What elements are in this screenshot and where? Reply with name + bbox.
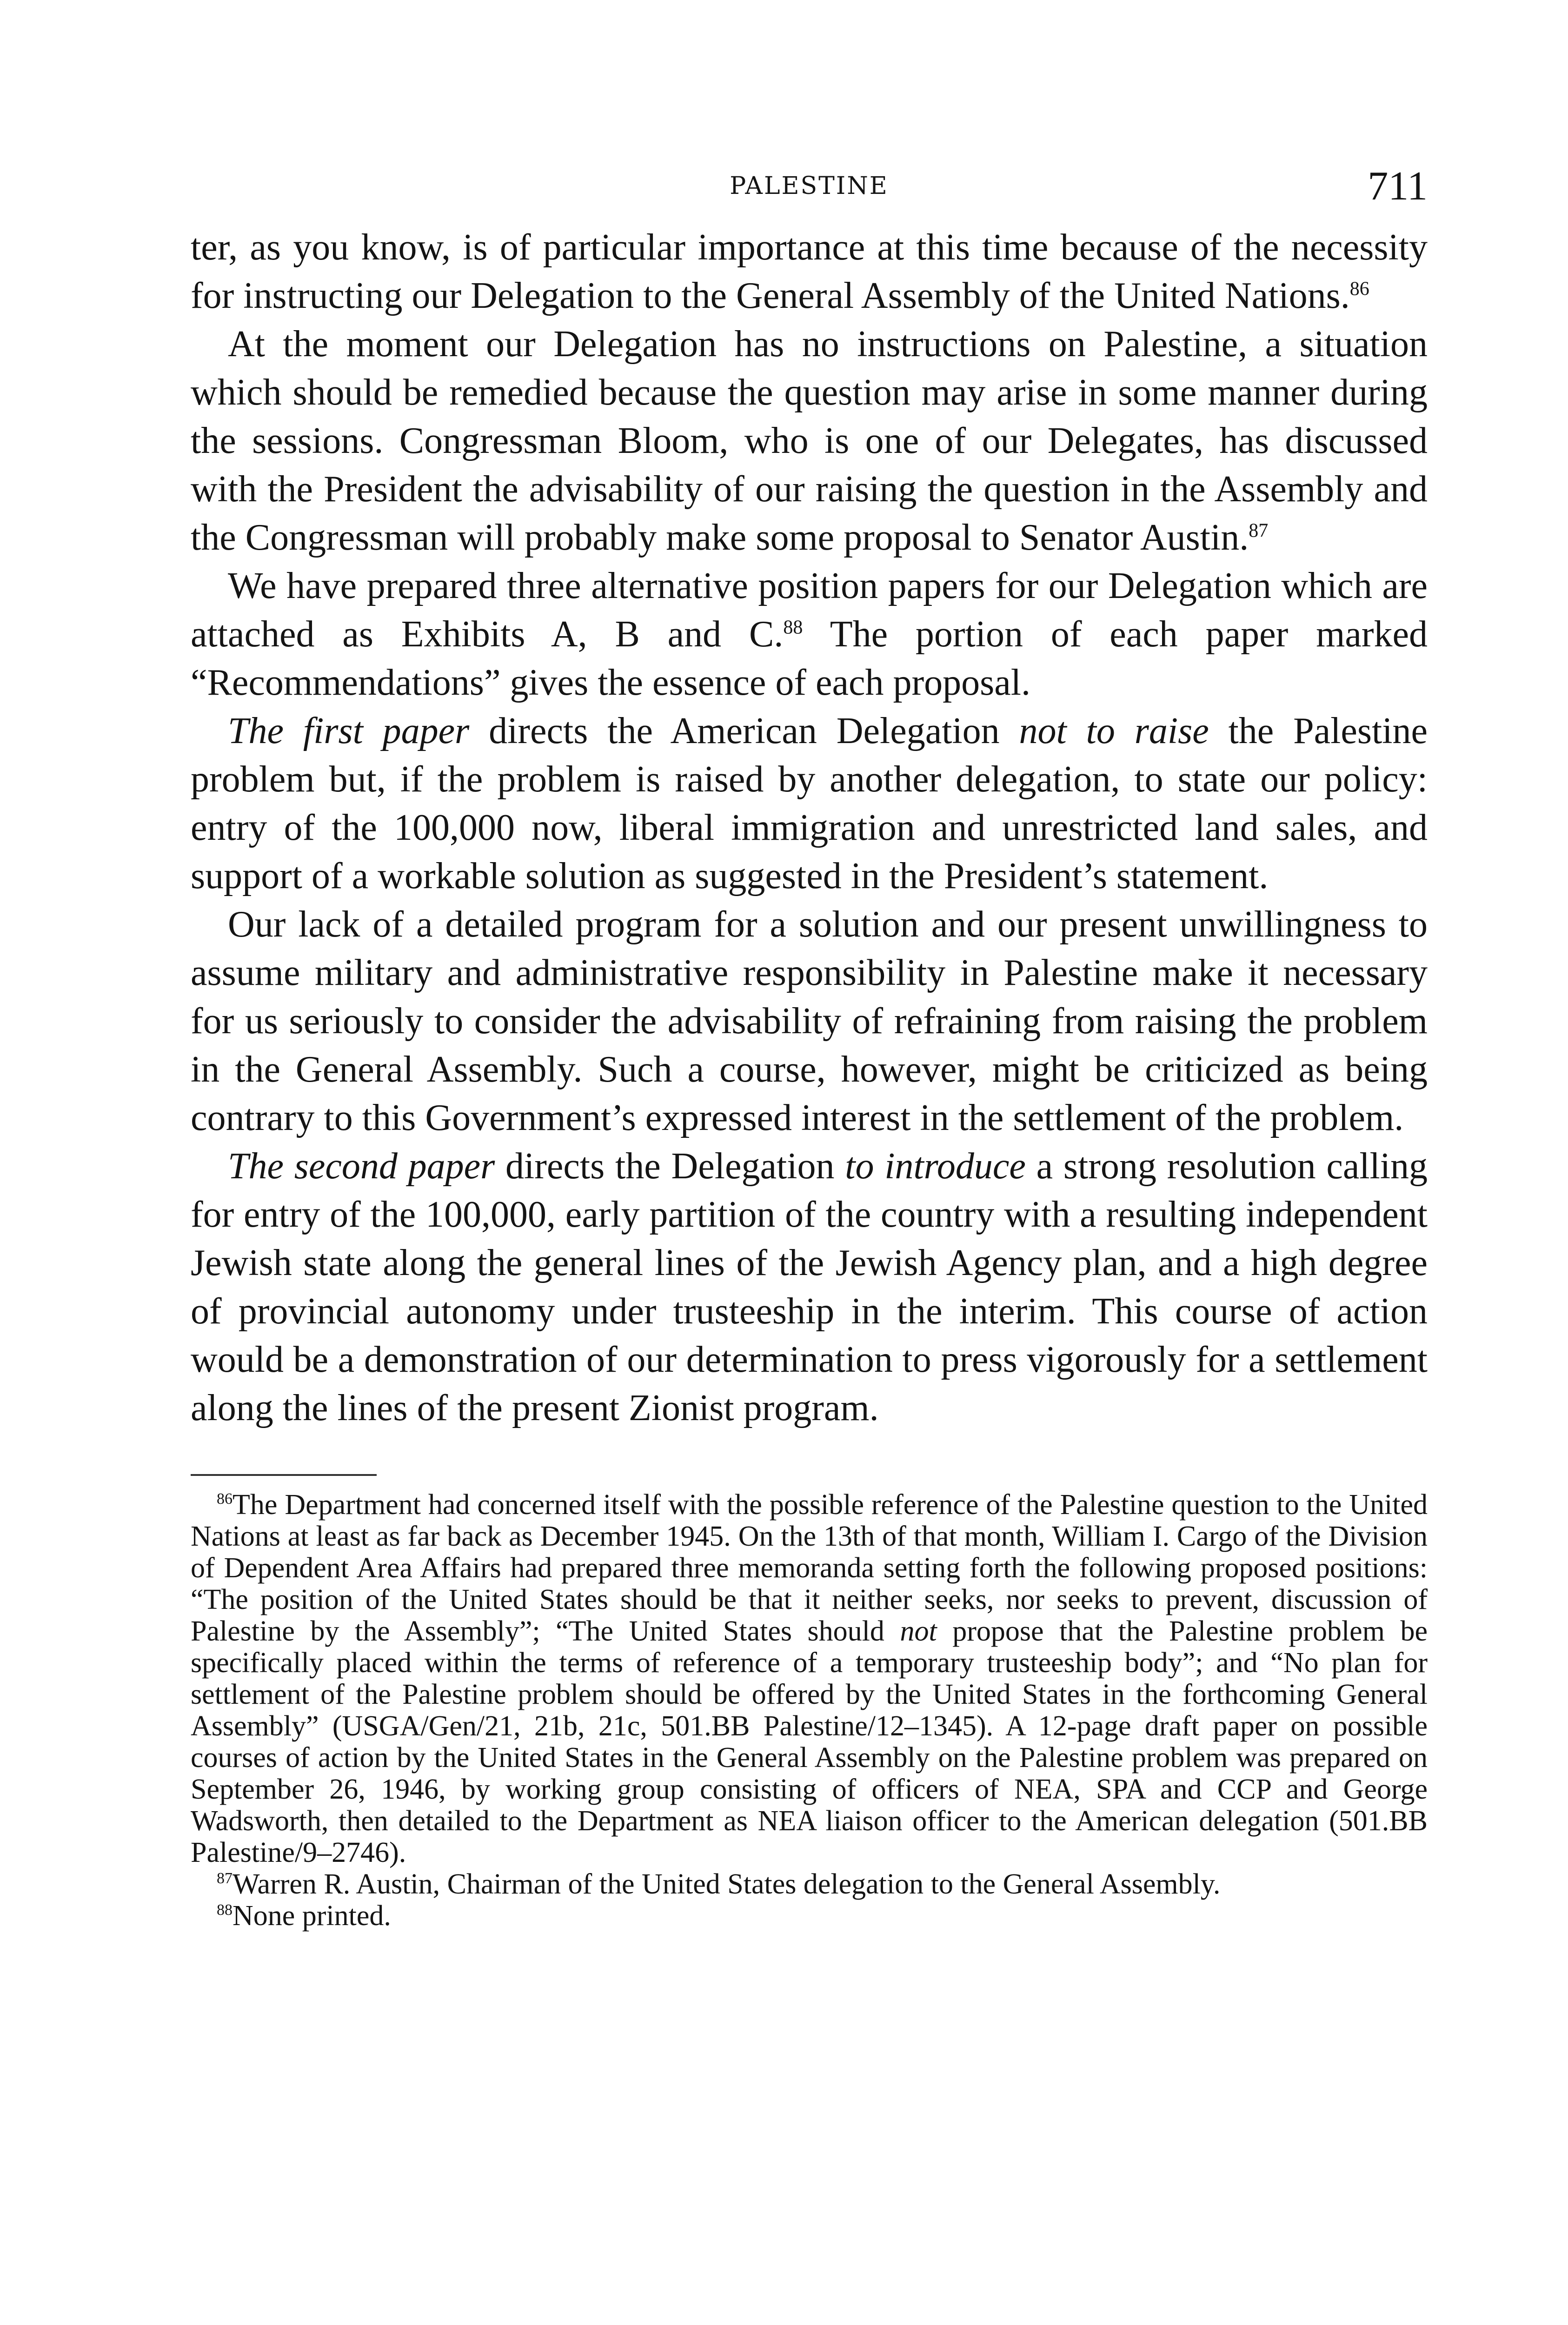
- text-run: We have prepared three alternative position papers for our Delegation which are attached as Exhibits A, B and C.: [191, 565, 1428, 655]
- text-run: None printed.: [233, 1900, 391, 1932]
- document-page: [191, 153, 1428, 1932]
- text-run: propose that the Palestine problem be specifically placed within the terms of reference of a temporary trusteeship body”; and “No plan for settlement of the Palestine problem should be offered by the United States in the forthcoming General Assembly” (USGA/Gen/21, 21b, 21c, 501.BB Palestine/12–1345). A 12-page draft paper on possible courses of action by the United States in the General Assembly on the Palestine problem was prepared on September 26, 1946, by working group consisting of officers of NEA, SPA and CCP and George Wadsworth, then detailed to the Department as NEA liaison officer to the American delegation (501.BB Palestine/9–2746).: [191, 1615, 1428, 1868]
- footnote-number: 87: [217, 1870, 233, 1887]
- footnote: [191, 1489, 1428, 1868]
- text-run: the Palestine problem but, if the problem is raised by another delegation, to state our policy: entry of the 100,000 now, liberal immigration and unrestricted land sales, and support of a workable solution as suggested in the President’s statement.: [191, 711, 1428, 897]
- paragraph: [191, 320, 1428, 562]
- text-run: directs the American Delegation: [469, 711, 1019, 751]
- footnote-divider: [191, 1474, 377, 1476]
- footnote: [191, 1900, 1428, 1932]
- italic-text: not: [900, 1615, 937, 1647]
- text-run: At the moment our Delegation has no instructions on Palestine, a situation which should be remedied because the question may arise in some manner during the sessions. Congressman Bloom, who is one of our Delegates, has discussed with the President the advisability of our raising the question in the Assembly and the Congressman will probably make some proposal to Senator Austin.: [191, 324, 1428, 558]
- italic-text: The second paper: [228, 1146, 495, 1187]
- footnote-reference: 88: [783, 617, 803, 638]
- running-head: [191, 153, 1428, 209]
- body-text: [191, 223, 1428, 1432]
- footnote-number: 86: [217, 1490, 233, 1508]
- text-run: a strong resolution calling for entry of the 100,000, early partition of the country with a resulting independent Jewish state along the general lines of the Jewish Agency plan, and a high degree of provincial autonomy under trusteeship in the interim. This course of action would be a demonstration of our determination to press vigorously for a settlement along the lines of the present Zionist program.: [191, 1146, 1428, 1428]
- italic-text: not to raise: [1019, 711, 1209, 751]
- text-run: The portion of each paper marked “Recommendations” gives the essence of each proposal.: [191, 614, 1428, 703]
- text-run: directs the Delegation: [495, 1146, 845, 1187]
- footnote-number: 88: [217, 1901, 233, 1919]
- italic-text: The first paper: [228, 711, 470, 751]
- footnote: [191, 1868, 1428, 1900]
- paragraph: [191, 900, 1428, 1142]
- running-title: PALESTINE: [730, 172, 889, 200]
- paragraph: [191, 562, 1428, 707]
- footnotes: [191, 1489, 1428, 1932]
- italic-text: to introduce: [845, 1146, 1026, 1187]
- footnote-reference: 86: [1349, 278, 1369, 300]
- text-run: The Department had concerned itself with the possible reference of the Palestine question to the United Nations at least as far back as December 1945. On the 13th of that month, William I. Cargo of the Division of Dependent Area Affairs had prepared three memoranda setting forth the following proposed positions: “The position of the United States should be that it neither seeks, nor seeks to prevent, discussion of Palestine by the Assembly”; “The United States should: [191, 1489, 1428, 1647]
- footnote-reference: 87: [1249, 520, 1269, 542]
- paragraph: [191, 1142, 1428, 1432]
- text-run: Warren R. Austin, Chairman of the United States delegation to the General Assembly.: [233, 1868, 1221, 1900]
- paragraph: [191, 223, 1428, 320]
- page-number: 711: [1368, 164, 1428, 209]
- text-run: Our lack of a detailed program for a solution and our present unwillingness to assume military and administrative responsibility in Palestine make it necessary for us seriously to consider the advisability of refraining from raising the problem in the General Assembly. Such a course, however, might be criticized as being contrary to this Government’s expressed interest in the settlement of the problem.: [191, 904, 1428, 1138]
- text-run: ter, as you know, is of particular importance at this time because of the necessity for instructing our Delegation to the General Assembly of the United Nations.: [191, 227, 1428, 316]
- paragraph: [191, 707, 1428, 900]
